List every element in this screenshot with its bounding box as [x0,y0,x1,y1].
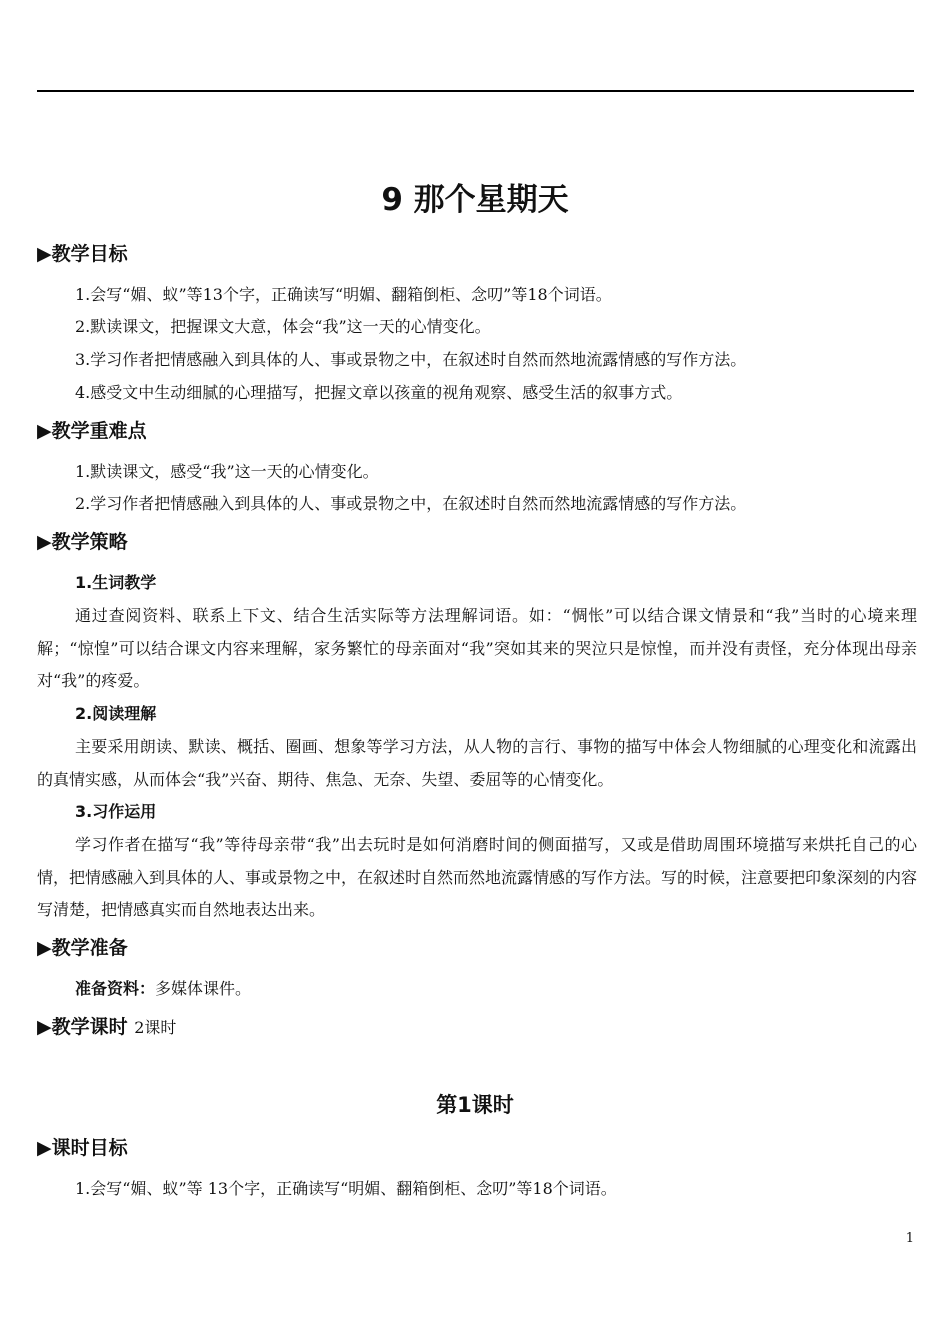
prep-label: 准备资料： [75,979,156,998]
section-heading-goals: ▶教学目标 [37,243,128,265]
goal-item-3: 3.学习作者把情感融入到具体的人、事或景物之中，在叙述时自然而然地流露情感的写作方法。 [75,350,747,369]
keypoint-item-1: 1.默读课文，感受“我”这一天的心情变化。 [75,462,379,481]
strategy-subtitle-2: 2.阅读理解 [75,704,157,723]
goal-item-1: 1.会写“媚、蚁”等13个字，正确读写“明媚、翻箱倒柜、念叨”等18个词语。 [75,285,612,304]
section-heading-prep: ▶教学准备 [37,937,128,959]
page-title: 9 那个星期天 [381,182,569,218]
strategy-subtitle-3: 3.习作运用 [75,802,157,821]
header-rule [37,90,914,92]
strategy-paragraph-2: 主要采用朗读、默读、概括、圈画、想象等学习方法，从人物的言行、事物的描写中体会人物细腻的心理变化和流露出的真情实感，从而体会“我”兴奋、期待、焦急、无奈、失望、委屈等的心情变化。 [37,737,917,789]
section-heading-hours [37,1013,176,1042]
goal-item-4: 4.感受文中生动细腻的心理描写，把握文章以孩童的视角观察、感受生活的叙事方式。 [75,383,683,402]
hours-heading: ▶教学课时 [37,1016,128,1038]
prep-value: 多媒体课件。 [155,979,252,998]
lesson-goal-item-1: 1.会写“媚、蚁”等 13个字，正确读写“明媚、翻箱倒柜、念叨”等18个词语。 [75,1179,617,1198]
goal-item-2: 2.默读课文，把握课文大意，体会“我”这一天的心情变化。 [75,317,491,336]
prep-line [75,977,251,1001]
lesson-goals-heading: ▶课时目标 [37,1137,128,1159]
strategy-paragraph-3: 学习作者在描写“我”等待母亲带“我”出去玩时是如何消磨时间的侧面描写，又或是借助周围环境描写来烘托自己的心情，把情感融入到具体的人、事或景物之中，在叙述时自然而然地流露情感的写作方法。写的时候，注意要把印象深刻的内容写清楚，把情感真实而自然地表达出来。 [37,835,918,919]
lesson-title: 第1课时 [436,1093,514,1117]
strategy-subtitle-1: 1.生词教学 [75,573,157,592]
strategy-paragraph-1: 通过查阅资料、联系上下文、结合生活实际等方法理解词语。如：“惆怅”可以结合课文情景和“我”当时的心境来理解；“惊惶”可以结合课文内容来理解，家务繁忙的母亲面对“我”突如其来的哭泣只是惊惶，而并没有责怪，充分体现出母亲对“我”的疼爱。 [37,606,917,690]
page-number: 1 [905,1231,914,1246]
section-heading-strategy: ▶教学策略 [37,531,128,553]
section-heading-keypoints: ▶教学重难点 [37,420,147,442]
hours-value: 2课时 [134,1018,177,1037]
keypoint-item-2: 2.学习作者把情感融入到具体的人、事或景物之中，在叙述时自然而然地流露情感的写作方法。 [75,494,747,513]
